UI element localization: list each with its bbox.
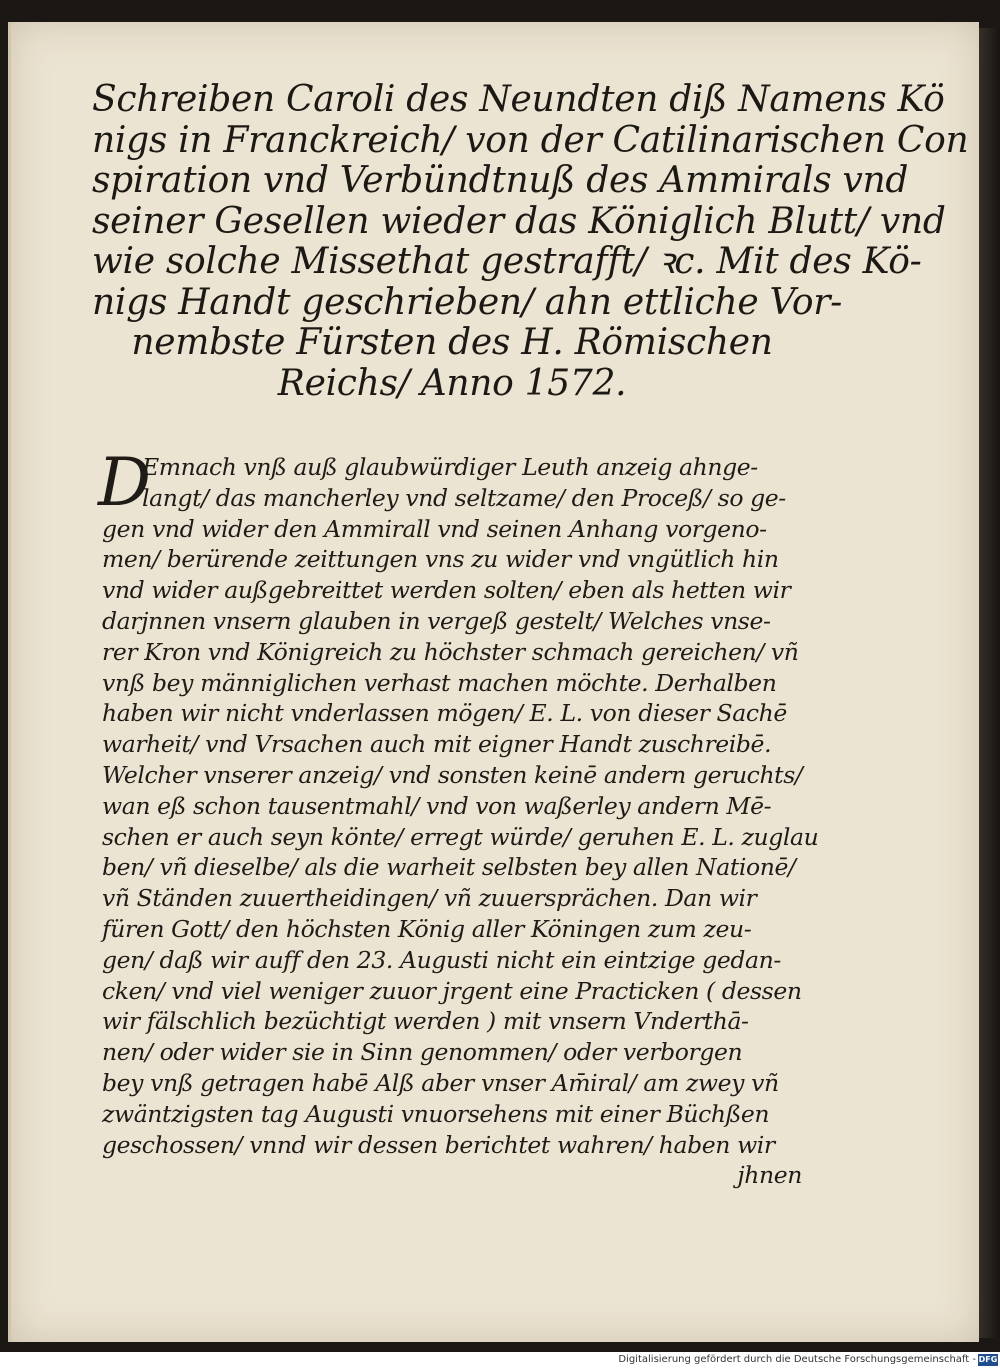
body-line: Emnach vnß auß glaubwürdiger Leuth anzeig ahnge- [142, 453, 758, 481]
body-line: langt/ das mancherley vnd seltzame/ den Proceß/ so ge- [142, 483, 786, 512]
body-text [102, 452, 819, 1191]
body-line: wan eß schon tausentmahl/ vnd von waßerley andern Mē- [102, 791, 772, 820]
body-line: nen/ oder wider sie in Sinn genommen/ oder verborgen [102, 1038, 743, 1067]
body-line: gen vnd wider den Ammirall vnd seinen Anhang vorgeno- [102, 514, 767, 543]
document-title [92, 79, 969, 404]
dfg-logo-icon: DFG [978, 1355, 998, 1364]
body-line: wir fälschlich bezüchtigt werden ) mit vnsern Vnderthā- [102, 1007, 749, 1036]
body-line: vnß bey männiglichen verhast machen möchte. Derhalben [102, 668, 777, 697]
title-line: nigs Handt geschrieben/ ahn ettliche Vor- [92, 281, 843, 323]
title-line: nembste Fürsten des H. Römischen [131, 322, 773, 363]
title-line: Schreiben Caroli des Neundten diß Namens Kö [92, 79, 945, 120]
title-line: seiner Gesellen wieder das Königlich Blutt/ vnd [92, 200, 946, 242]
title-line: nigs in Franckreich/ von der Catilinarischen Con [92, 119, 969, 161]
body-line: haben wir nicht vnderlassen mögen/ E. L. von dieser Sachē [102, 699, 787, 728]
body-line: vnd wider außgebreittet werden solten/ eben als hetten wir [102, 576, 791, 605]
body-line: vñ Ständen zuuertheidingen/ vñ zuuersprächen. Dan wir [102, 884, 757, 913]
drop-cap-initial: D [98, 444, 151, 521]
title-line: spiration vnd Verbündtnuß des Ammirals vnd [92, 160, 909, 201]
page-edge [976, 28, 1000, 1338]
body-line: warheit/ vnd Vrsachen auch mit eigner Handt zuschreibē. [102, 730, 772, 759]
body-line: schen er auch seyn könte/ erregt würde/ geruhen E. L. zuglau [102, 822, 819, 851]
body-line: ben/ vñ dieselbe/ als die warheit selbsten bey allen Nationē/ [102, 853, 796, 882]
funding-notice: Digitalisierung gefördert durch die Deutsche Forschungsgemeinschaft - [618, 1354, 976, 1365]
body-line: bey vnß getragen habē Alß aber vnser Am̄iral/ am zwey vñ [102, 1068, 779, 1097]
body-line: geschossen/ vnnd wir dessen berichtet wahren/ haben wir [102, 1130, 775, 1159]
body-line: darjnnen vnsern glauben in vergeß gestelt/ Welches vnse- [102, 606, 771, 635]
body-line: zwäntzigsten tag Augusti vnuorsehens mit einer Büchßen [102, 1099, 770, 1128]
body-line: rer Kron vnd Königreich zu höchster schmach gereichen/ vñ [102, 637, 799, 666]
body-line: men/ berürende zeittungen vns zu wider vnd vngütlich hin [102, 545, 779, 574]
catchword: jhnen [737, 1161, 802, 1190]
body-line: gen/ daß wir auff den 23. Augusti nicht ein eintzige gedan- [102, 945, 781, 974]
digitization-footer [0, 1352, 1000, 1369]
body-line: cken/ vnd viel weniger zuuor jrgent eine Practicken ( dessen [102, 976, 802, 1005]
body-line: füren Gott/ den höchsten König aller Köningen zum zeu- [102, 914, 752, 943]
body-line: Welcher vnserer anzeig/ vnd sonsten keinē andern geruchts/ [102, 760, 803, 789]
title-line: Reichs/ Anno 1572. [277, 362, 627, 404]
title-line: wie solche Missethat gestrafft/ ꝛc. Mit des Kö- [92, 241, 922, 282]
